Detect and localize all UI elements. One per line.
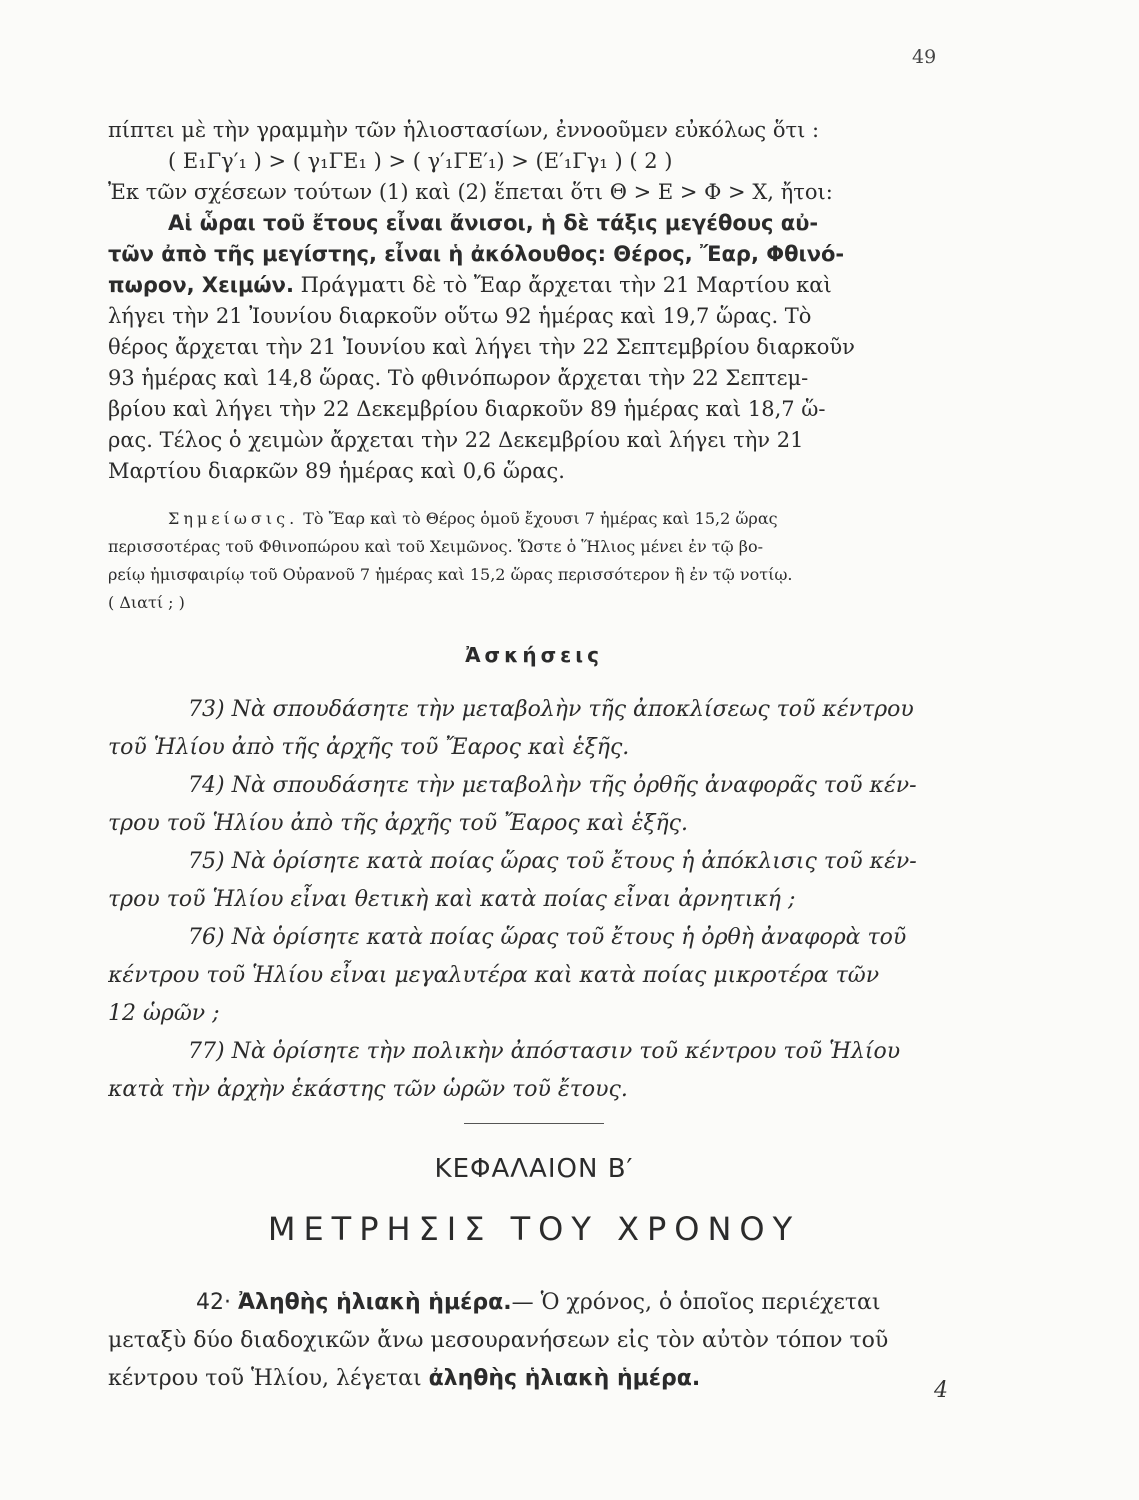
exercise-line: 77) Νὰ ὁρίσητε τὴν πολικὴν ἀπόστασιν τοῦ κέντρου τοῦ Ἡλίου xyxy=(188,1039,901,1064)
body-line: θέρος ἄρχεται τὴν 21 Ἰουνίου καὶ λήγει τὴν 22 Σεπτεμβρίου διαρκοῦν xyxy=(108,335,855,359)
body-fragment: Πράγματι δὲ τὸ Ἔαρ ἄρχεται τὴν 21 Μαρτίου καὶ xyxy=(293,273,832,297)
section-fragment: — Ὁ χρόνος, ὁ ὁποῖος περιέχεται xyxy=(511,1290,881,1315)
bold-statement-fragment: πωρον, Χειμών. xyxy=(108,273,294,297)
exercise-line: κατὰ τὴν ἀρχὴν ἑκάστης τῶν ὡρῶν τοῦ ἔτους. xyxy=(108,1077,628,1102)
body-line: 93 ἡμέρας καὶ 14,8 ὥρας. Τὸ φθινόπωρον ἄρχεται τὴν 22 Σεπτεμ- xyxy=(108,366,809,390)
exercise-line: 76) Νὰ ὁρίσητε κατὰ ποίας ὥρας τοῦ ἔτους ἡ ὀρθὴ ἀναφορὰ τοῦ xyxy=(188,925,907,950)
exercise-line: τρου τοῦ Ἡλίου ἀπὸ τῆς ἀρχῆς τοῦ Ἔαρος καὶ ἑξῆς. xyxy=(108,811,688,836)
section-heading: Ἀληθὴς ἡλιακὴ ἡμέρα. xyxy=(238,1290,512,1315)
chapter-title: ΜΕΤΡΗΣΙΣ ΤΟΥ ΧΡΟΝΟΥ xyxy=(267,1210,801,1248)
body-line: πίπτει μὲ τὴν γραμμὴν τῶν ἡλιοστασίων, ἐννοοῦμεν εὐκόλως ὅτι : xyxy=(108,118,820,142)
note-line: περισσοτέρας τοῦ Φθινοπώρου καὶ τοῦ Χειμῶνος. Ὥστε ὁ Ἥλιος μένει ἐν τῷ βο- xyxy=(108,537,764,556)
body-line: Μαρτίου διαρκῶν 89 ἡμέρας καὶ 0,6 ὥρας. xyxy=(108,459,565,483)
exercise-line: 74) Νὰ σπουδάσητε τὴν μεταβολὴν τῆς ὀρθῆς ἀναφορᾶς τοῦ κέν- xyxy=(188,773,917,798)
exercise-line: 75) Νὰ ὁρίσητε κατὰ ποίας ὥρας τοῦ ἔτους ἡ ἀπόκλισις τοῦ κέν- xyxy=(188,849,917,874)
exercises-title: Ἀσκήσεις xyxy=(465,643,603,667)
exercise-line: 12 ὡρῶν ; xyxy=(108,1001,220,1026)
exercise-line: τοῦ Ἡλίου ἀπὸ τῆς ἀρχῆς τοῦ Ἔαρος καὶ ἑξῆς. xyxy=(108,735,630,760)
section-line: μεταξὺ δύο διαδοχικῶν ἄνω μεσουρανήσεων εἰς τὸν αὐτὸν τόπον τοῦ xyxy=(108,1328,889,1353)
exercise-line: 73) Νὰ σπουδάσητε τὴν μεταβολὴν τῆς ἀποκλίσεως τοῦ κέντρου xyxy=(188,697,914,722)
note-label: Σημείωσις. xyxy=(168,509,299,528)
page-number: 49 xyxy=(912,46,937,68)
section-number: 42· xyxy=(196,1290,231,1315)
exercise-line: τρου τοῦ Ἡλίου εἶναι θετικὴ καὶ κατὰ ποίας εἶναι ἀρνητική ; xyxy=(108,887,796,912)
body-line: βρίου καὶ λήγει τὴν 22 Δεκεμβρίου διαρκοῦν 89 ἡμέρας καὶ 18,7 ὥ- xyxy=(108,397,826,421)
body-line: Ἐκ τῶν σχέσεων τούτων (1) καὶ (2) ἕπεται ὅτι Θ > Ε > Φ > Χ, ἤτοι: xyxy=(108,180,833,204)
exercise-line: κέντρου τοῦ Ἡλίου εἶναι μεγαλυτέρα καὶ κατὰ ποίας μικροτέρα τῶν xyxy=(108,963,880,988)
inequality-line: ( Ε₁Γγ′₁ ) > ( γ₁ΓΕ₁ ) > ( γ′₁ΓΕ′₁) > (Ε′₁Γγ₁ ) ( 2 ) xyxy=(168,149,673,173)
bold-statement-line: Αἱ ὧραι τοῦ ἔτους εἶναι ἄνισοι, ἡ δὲ τάξις μεγέθους αὐ- xyxy=(168,211,819,235)
note-line: ( Διατί ; ) xyxy=(108,593,185,612)
section-42 xyxy=(108,1284,960,1398)
bold-statement-line: τῶν ἀπὸ τῆς μεγίστης, εἶναι ἡ ἀκόλουθος: Θέρος, Ἔαρ, Φθινό- xyxy=(108,242,845,266)
section-line xyxy=(108,1284,960,1322)
exercises-list xyxy=(108,691,960,1109)
note-line: ρείῳ ἡμισφαιρίῳ τοῦ Οὐρανοῦ 7 ἡμέρας καὶ 15,2 ὥρας περισσότερον ἢ ἐν τῷ νοτίῳ. xyxy=(108,565,793,584)
section-divider xyxy=(464,1123,604,1124)
note-block xyxy=(108,505,960,617)
chapter-heading: ΚΕΦΑΛΑΙΟΝ Β′ xyxy=(434,1154,634,1184)
body-line xyxy=(108,270,960,301)
definition-term: ἀληθὴς ἡλιακὴ ἡμέρα. xyxy=(428,1366,701,1391)
note-fragment: Τὸ Ἔαρ καὶ τὸ Θέρος ὁμοῦ ἔχουσι 7 ἡμέρας καὶ 15,2 ὥρας xyxy=(298,509,778,528)
page-content xyxy=(108,115,960,1398)
note-line xyxy=(108,505,960,533)
section-fragment: κέντρου τοῦ Ἡλίου, λέγεται xyxy=(108,1366,429,1391)
body-line: λήγει τὴν 21 Ἰουνίου διαρκοῦν οὕτω 92 ἡμέρας καὶ 19,7 ὥρας. Τὸ xyxy=(108,304,812,328)
section-line xyxy=(108,1360,960,1398)
body-line: ρας. Τέλος ὁ χειμὼν ἄρχεται τὴν 22 Δεκεμβρίου καὶ λήγει τὴν 21 xyxy=(108,428,804,452)
signature-mark: 4 xyxy=(934,1378,948,1403)
